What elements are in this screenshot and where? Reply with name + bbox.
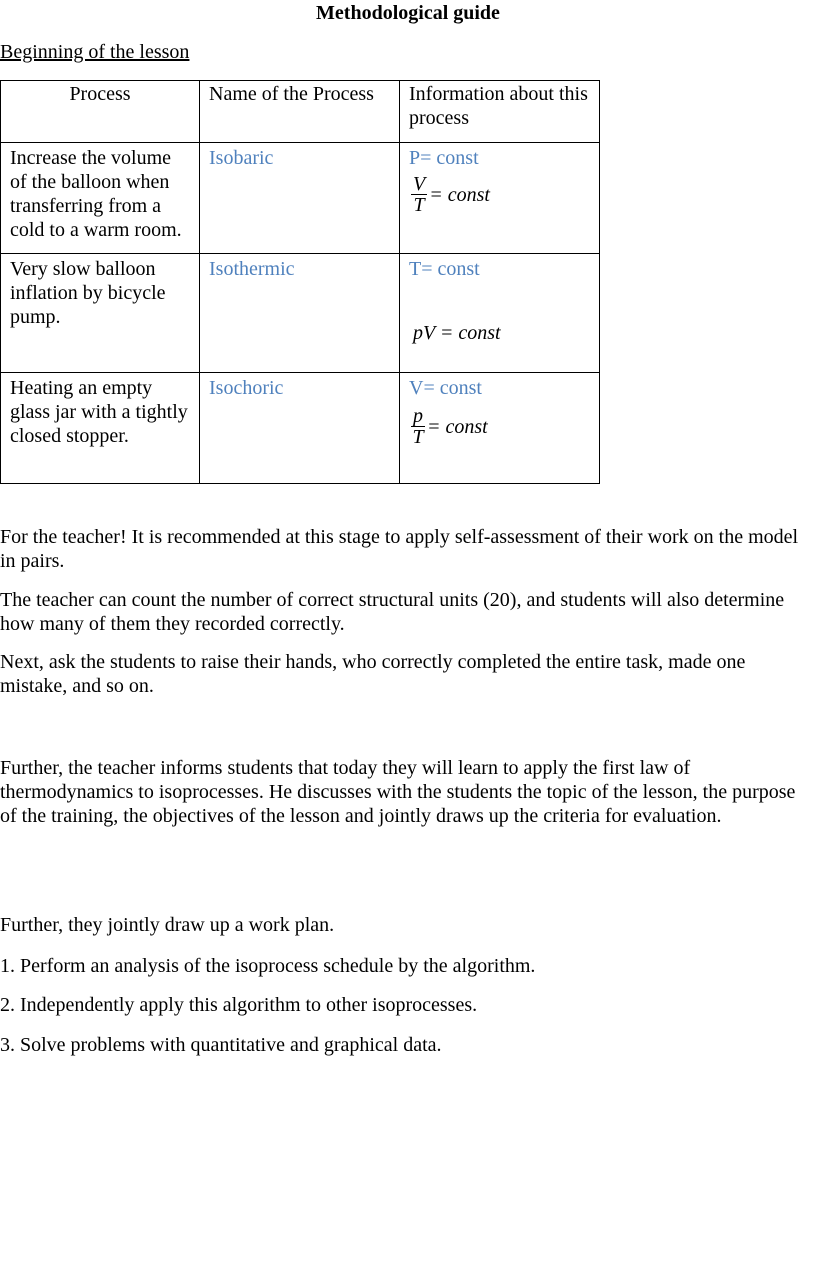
formula: pV = const xyxy=(413,322,501,344)
process-cell: Heating an empty glass jar with a tightly closed stopper. xyxy=(1,373,200,484)
process-name-cell: Isochoric xyxy=(200,373,400,484)
formula-rhs: = const xyxy=(429,183,490,206)
formula xyxy=(411,406,590,447)
numerator: V xyxy=(413,173,426,195)
paragraph: The teacher can count the number of correct structural units (20), and students will also determine how many of them they recorded correctly. xyxy=(0,589,785,635)
info-text: T= const xyxy=(409,258,480,280)
paragraph: Further, they jointly draw up a work plan. xyxy=(0,914,335,936)
denominator: T xyxy=(412,426,424,448)
paragraph: Further, the teacher informs students that today they will learn to apply the first law of thermodynamics to isoprocesses. He discusses with the students the topic of the lesson, the purpose of the training, the objectives of the lesson and jointly draws up the criteria for evaluation. xyxy=(0,757,796,827)
table-row xyxy=(1,143,600,254)
list-item: 1. Perform an analysis of the isoprocess schedule by the algorithm. xyxy=(0,955,536,977)
formula xyxy=(411,174,590,215)
process-cell: Increase the volume of the balloon when transferring from a cold to a warm room. xyxy=(1,143,200,254)
info-cell xyxy=(400,143,600,254)
numerator: p xyxy=(413,405,423,427)
list-item: 2. Independently apply this algorithm to other isoprocesses. xyxy=(0,994,478,1016)
info-cell xyxy=(400,254,600,373)
document-title: Methodological guide xyxy=(316,2,500,24)
table-row xyxy=(1,373,600,484)
process-cell: Very slow balloon inflation by bicycle pump. xyxy=(1,254,200,373)
teacher-note: For the teacher! It is recommended at this stage to apply self-assessment of their work on the model in pairs. xyxy=(0,526,799,572)
table-header-row xyxy=(1,81,600,143)
table-row xyxy=(1,254,600,373)
fraction xyxy=(411,174,427,215)
header-name: Name of the Process xyxy=(200,81,400,143)
process-name-cell: Isothermic xyxy=(200,254,400,373)
paragraph: Next, ask the students to raise their hands, who correctly completed the entire task, made one mistake, and so on. xyxy=(0,651,746,697)
info-text: V= const xyxy=(409,377,482,399)
process-name-cell: Isobaric xyxy=(200,143,400,254)
info-cell xyxy=(400,373,600,484)
isoprocess-table xyxy=(0,80,600,484)
section-heading: Beginning of the lesson xyxy=(0,41,190,63)
fraction xyxy=(411,406,425,447)
formula-rhs: = const xyxy=(427,415,488,438)
info-text: P= const xyxy=(409,147,479,169)
denominator: T xyxy=(413,194,425,216)
list-item: 3. Solve problems with quantitative and graphical data. xyxy=(0,1034,442,1056)
header-process: Process xyxy=(1,81,200,143)
header-info: Information about this process xyxy=(400,81,600,143)
